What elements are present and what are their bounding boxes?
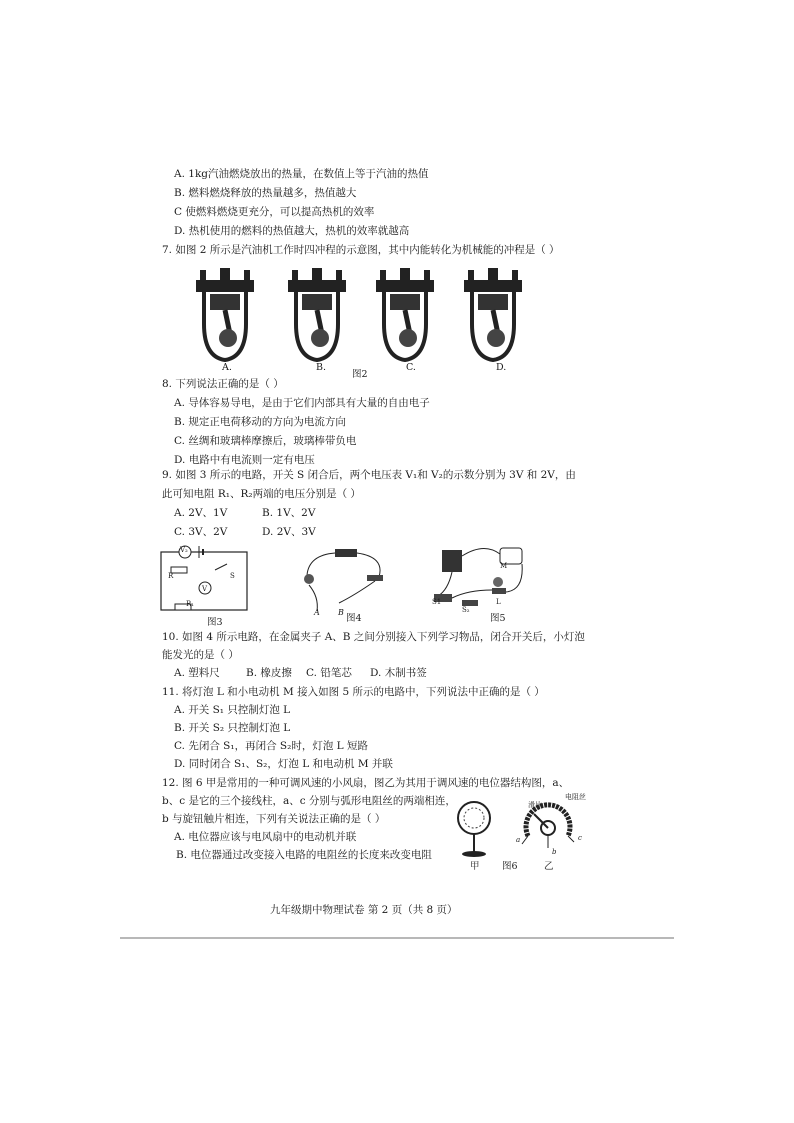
q11-option-d: D. 同时闭合 S₁、S₂，灯泡 L 和电动机 M 并联 — [174, 758, 393, 770]
q12-stem-line2: b、c 是它的三个接线柱，a、c 分别与弧形电阻丝的两端相连， — [162, 795, 456, 807]
fig6-caption: 图6 — [502, 861, 518, 872]
fig6-slider-label: 滑片 — [528, 801, 542, 809]
q10-stem-line1: 10. 如图 4 所示电路，在金属夹子 A、B 之间分别接入下列学习物品，闭合开关后，小灯泡 — [162, 631, 585, 643]
fig5-s2-label: S₂ — [462, 606, 470, 614]
q6-option-a: A. 1kg汽油燃烧放出的热量，在数值上等于汽油的热值 — [174, 168, 429, 180]
q8-option-c: C. 丝绸和玻璃棒摩擦后，玻璃棒带负电 — [174, 435, 357, 447]
fig2-label-d: D. — [496, 362, 507, 373]
figure-2-engine-strokes — [190, 262, 530, 374]
footer-divider — [120, 937, 674, 939]
fig3-caption: 图3 — [207, 617, 223, 628]
q6-option-b: B. 燃料燃烧释放的热量越多，热值越大 — [174, 187, 357, 199]
fig2-label-a: A. — [222, 362, 232, 373]
fig4-caption: 图4 — [346, 613, 362, 624]
figure-6-fan-and-potentiometer — [452, 796, 584, 866]
q11-option-c: C. 先闭合 S₁，再闭合 S₂时，灯泡 L 短路 — [174, 740, 368, 752]
fig5-l-label: L — [496, 598, 501, 606]
q9-option-c: C. 3V、2V — [174, 526, 228, 538]
q12-stem-line1: 12. 图 6 甲是常用的一种可调风速的小风扇，图乙为其用于调风速的电位器结构图，a、 — [162, 777, 570, 789]
q8-stem: 8. 下列说法正确的是（ ） — [162, 378, 284, 390]
fig5-s1-label: S1 — [432, 598, 442, 606]
q10-option-d: D. 木制书签 — [370, 667, 427, 679]
q9-stem-line2: 此可知电阻 R₁、R₂两端的电压分别是（ ） — [162, 488, 361, 500]
fig2-caption: 图2 — [352, 369, 368, 380]
q9-option-d: D. 2V、3V — [262, 526, 316, 538]
fig6-b-label: b — [552, 848, 557, 856]
fig5-caption: 图5 — [490, 613, 506, 624]
fig2-label-c: C. — [406, 362, 416, 373]
q6-option-d: D. 热机使用的燃料的热值越大，热机的效率就越高 — [174, 225, 410, 237]
q10-option-b: B. 橡皮擦 — [246, 667, 292, 679]
q10-option-a: A. 塑料尺 — [174, 667, 220, 679]
fig6-c-label: c — [578, 834, 582, 842]
q9-stem-line1: 9. 如图 3 所示的电路，开关 S 闭合后，两个电压表 V₁和 V₂的示数分别为 3V 和 2V，由 — [162, 469, 576, 481]
figure-5-circuit — [428, 540, 532, 616]
q9-option-a: A. 2V、1V — [174, 507, 228, 519]
q8-option-a: A. 导体容易导电，是由于它们内部具有大量的自由电子 — [174, 397, 430, 409]
fig3-r1-label: R₁ — [186, 600, 195, 608]
fig6-jia-label: 甲 — [470, 861, 480, 872]
q7-stem: 7. 如图 2 所示是汽油机工作时四冲程的示意图，其中内能转化为机械能的冲程是（ ） — [162, 244, 560, 256]
fig6-a-label: a — [516, 836, 521, 844]
q12-option-b: B. 电位器通过改变接入电路的电阻丝的长度来改变电阻 — [176, 849, 432, 861]
q8-option-d: D. 电路中有电流则一定有电压 — [174, 454, 315, 466]
fig6-wire-label: 电阻丝 — [565, 793, 586, 801]
q10-option-c: C. 铅笔芯 — [306, 667, 352, 679]
q9-option-b: B. 1V、2V — [262, 507, 316, 519]
q11-option-b: B. 开关 S₂ 只控制灯泡 L — [174, 722, 291, 734]
q10-stem-line2: 能发光的是（ ） — [162, 649, 239, 661]
figure-4-circuit — [295, 545, 395, 617]
fig3-v-label: V — [202, 585, 208, 593]
fig3-r-label: R — [168, 572, 174, 580]
fig5-m-label: M — [500, 562, 508, 570]
page-footer: 九年级期中物理试卷 第 2 页（共 8 页） — [270, 904, 458, 916]
fig3-s-label: S — [230, 572, 235, 580]
fig3-v2-label: V₂ — [180, 546, 188, 554]
q8-option-b: B. 规定正电荷移动的方向为电流方向 — [174, 416, 346, 428]
fig4-b-label: B — [338, 608, 344, 617]
q12-stem-line3: b 与旋钮触片相连，下列有关说法正确的是（ ） — [162, 813, 386, 825]
q11-option-a: A. 开关 S₁ 只控制灯泡 L — [174, 704, 291, 716]
fig4-a-label: A — [314, 608, 320, 617]
q11-stem: 11. 将灯泡 L 和小电动机 M 接入如图 5 所示的电路中，下列说法中正确的是（ ） — [162, 686, 545, 698]
q6-option-c: C 使燃料燃烧更充分，可以提高热机的效率 — [174, 206, 375, 218]
q12-option-a: A. 电位器应该与电风扇中的电动机并联 — [174, 831, 357, 843]
fig6-yi-label: 乙 — [544, 861, 554, 872]
fig2-label-b: B. — [316, 362, 327, 373]
